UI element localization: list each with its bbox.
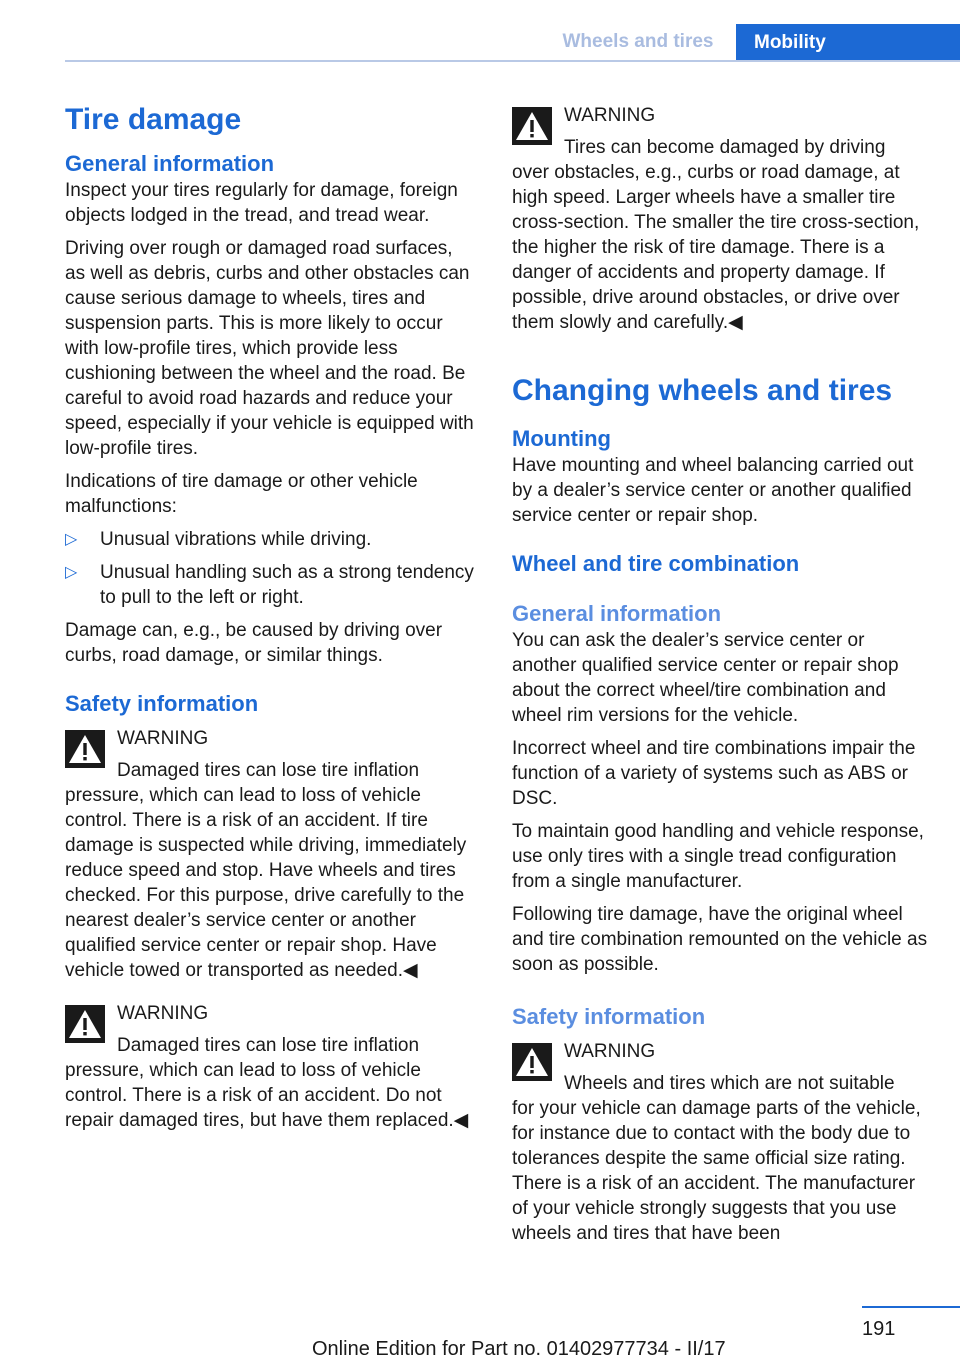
paragraph: Indications of tire damage or other vehicle malfunctions: xyxy=(65,471,418,517)
warning-block xyxy=(65,1001,477,1133)
paragraph: To maintain good handling and vehicle response, use only tires with a single tread configuration from a single manufacturer. xyxy=(512,821,924,892)
warning-triangle-icon xyxy=(65,730,105,768)
triangle-bullet-icon: ▷ xyxy=(65,531,78,548)
subheading-general-information: General information xyxy=(65,151,275,176)
warning-block xyxy=(512,103,932,335)
warning-text: for your vehicle can damage parts of the vehicle, for instance due to contact with the body due to tolerances despite the same official size rating. There is a risk of an accident. The manufacturer of your vehicle strongly suggests that you use wheels and tires that have been xyxy=(512,1098,921,1244)
subheading-safety-information: Safety information xyxy=(512,1004,706,1029)
warning-triangle-icon xyxy=(65,1005,105,1043)
warning-text: pressure, which can lead to loss of vehicle control. There is a risk of an accident. If tire damage is suspected while driving, immediately reduce speed and stop. Have wheels and tires checked. For this purpose, drive carefully to the nearest dealer’s service center or another qualified service center or repair shop. Have vehicle towed or transported as needed.◀ xyxy=(65,785,467,981)
subheading-mounting: Mounting xyxy=(512,426,611,451)
section-title-tire-damage: Tire damage xyxy=(65,103,242,136)
list-item: ▷ Unusual vibrations while driving. xyxy=(65,529,372,550)
paragraph: Have mounting and wheel balancing carried out by a dealer’s service center or another qualified service center or repair shop. xyxy=(512,455,914,526)
right-column xyxy=(512,96,932,1262)
footer-rule xyxy=(862,1306,960,1308)
paragraph: Driving over rough or damaged road surfaces, as well as debris, curbs and other obstacles can cause serious damage to wheels, tires and suspension parts. This is more likely to occur with low-profile tires, which provide less cushioning between the wheel and the road. Be careful to avoid road hazards and reduce your speed, especially if your vehicle is equipped with low-profile tires. xyxy=(65,238,474,459)
warning-triangle-icon xyxy=(512,1043,552,1081)
warning-block xyxy=(65,726,477,983)
left-column xyxy=(65,96,477,1149)
warning-text-first-line: Damaged tires can lose tire inflation xyxy=(117,1035,420,1056)
list-item: ▷ Unusual handling such as a strong tendency to pull to the left or right. xyxy=(65,562,474,608)
warning-text: pressure, which can lead to loss of vehicle control. There is a risk of an accident. Do not repair damaged tires, but have them replaced.◀ xyxy=(65,1060,469,1131)
bullet-list xyxy=(65,527,477,610)
subheading-wheel-tire-combination: Wheel and tire combination xyxy=(512,551,800,576)
warning-text-first-line: Damaged tires can lose tire inflation xyxy=(117,760,420,781)
paragraph: You can ask the dealer’s service center or another qualified service center or repair shop about the correct wheel/tire combination and wheel rim versions for the vehicle. xyxy=(512,630,899,726)
page-number: 191 xyxy=(862,1318,896,1340)
warning-text-first-line: Wheels and tires which are not suitable xyxy=(564,1073,895,1094)
warning-triangle-icon xyxy=(512,107,552,145)
subheading-general-information: General information xyxy=(512,601,722,626)
edition-note: Online Edition for Part no. 01402977734 - II/17 xyxy=(312,1338,726,1360)
warning-text-first-line: Tires can become damaged by driving xyxy=(564,137,886,158)
warning-label: WARNING xyxy=(117,728,209,749)
warning-label: WARNING xyxy=(564,105,656,126)
warning-text: over obstacles, e.g., curbs or road damage, at high speed. Larger wheels have a smaller tire cross-section. The smaller the tire cross-section, the higher the risk of tire damage. There is a danger of accidents and property damage. If possible, drive around obstacles, or drive over them slowly and carefully.◀ xyxy=(512,162,920,333)
warning-label: WARNING xyxy=(564,1041,656,1062)
header-chapter-tab: Mobility xyxy=(736,24,960,62)
paragraph: Inspect your tires regularly for damage, foreign objects lodged in the tread, and tread wear. xyxy=(65,180,458,226)
paragraph: Incorrect wheel and tire combinations impair the function of a variety of systems such as ABS or DSC. xyxy=(512,738,916,809)
section-title-changing-wheels: Changing wheels and tires xyxy=(512,374,893,407)
paragraph: Damage can, e.g., be caused by driving over curbs, road damage, or similar things. xyxy=(65,620,443,666)
header-rule xyxy=(65,60,960,62)
header-section-label: Wheels and tires xyxy=(562,31,714,52)
triangle-bullet-icon: ▷ xyxy=(65,564,78,581)
warning-block xyxy=(512,1039,932,1246)
subheading-safety-information: Safety information xyxy=(65,691,259,716)
warning-label: WARNING xyxy=(117,1003,209,1024)
paragraph: Following tire damage, have the original wheel and tire combination remounted on the vehicle as soon as possible. xyxy=(512,904,928,975)
